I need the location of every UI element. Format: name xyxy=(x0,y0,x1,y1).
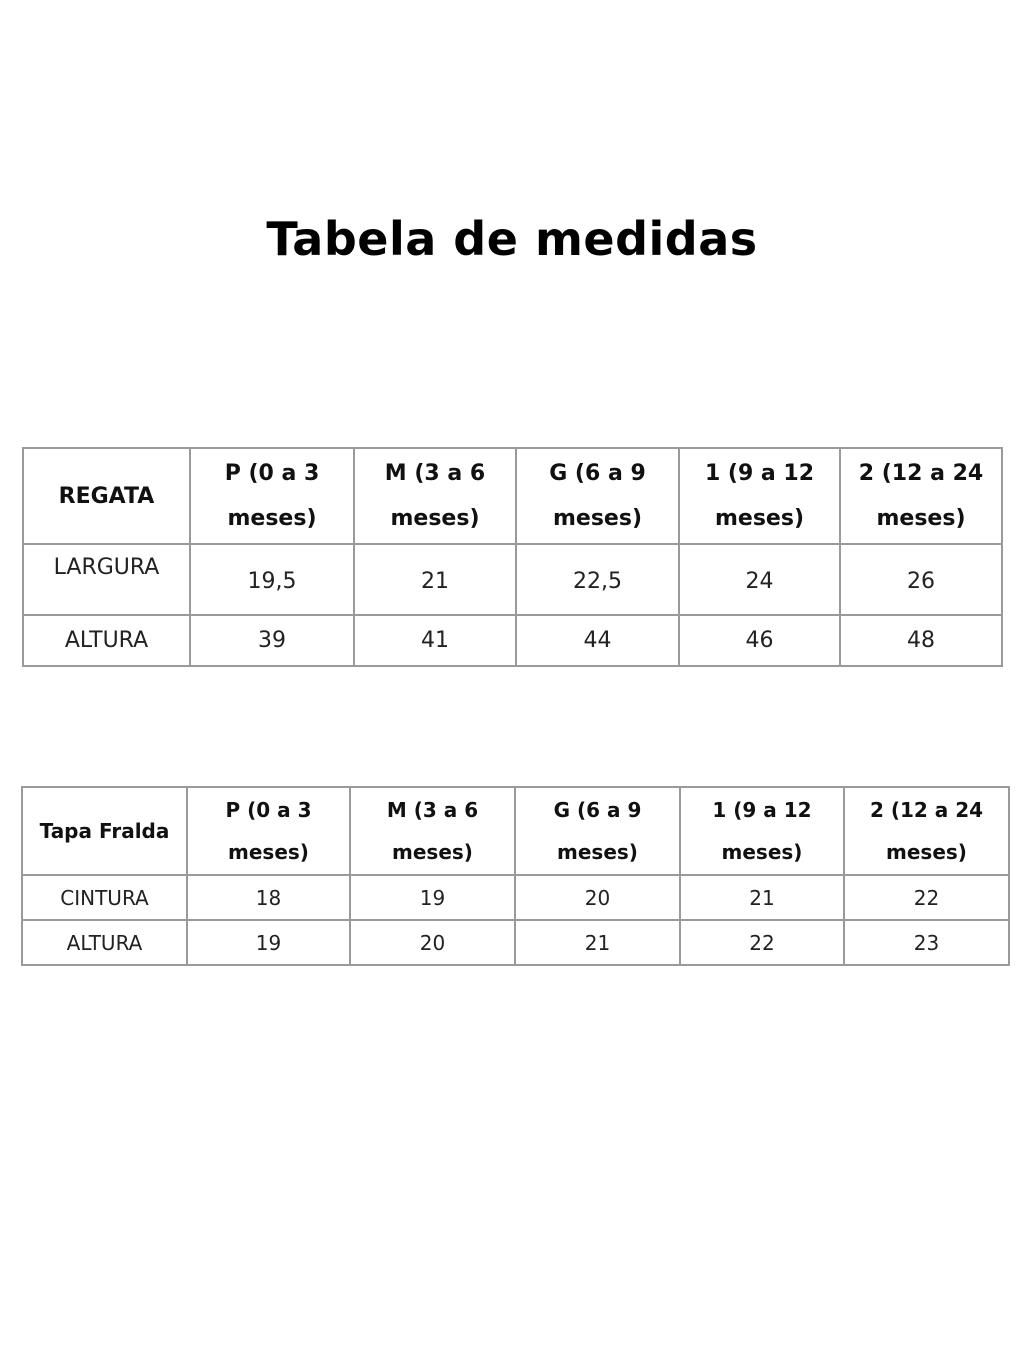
table-cell: 21 xyxy=(515,920,680,965)
row-label: LARGURA xyxy=(23,544,190,615)
size-header-g: G (6 a 9 meses) xyxy=(516,448,679,544)
size-header-m: M (3 a 6 meses) xyxy=(354,448,516,544)
table-row xyxy=(23,544,1002,615)
table-cell: 22,5 xyxy=(516,544,679,615)
row-label: ALTURA xyxy=(23,615,190,666)
table-corner-label: REGATA xyxy=(23,448,190,544)
size-header-p: P (0 a 3 meses) xyxy=(190,448,354,544)
size-header-p: P (0 a 3 meses) xyxy=(187,787,350,875)
table-cell: 19 xyxy=(187,920,350,965)
table-row xyxy=(23,615,1002,666)
table-cell: 22 xyxy=(844,875,1009,920)
table-cell: 20 xyxy=(515,875,680,920)
table-row xyxy=(22,920,1009,965)
table-cell: 18 xyxy=(187,875,350,920)
table-cell: 21 xyxy=(680,875,844,920)
row-label: CINTURA xyxy=(22,875,187,920)
size-header-m: M (3 a 6 meses) xyxy=(350,787,515,875)
table-header-row xyxy=(22,787,1009,875)
tapa-fralda-size-table xyxy=(21,786,1010,966)
table-cell: 22 xyxy=(680,920,844,965)
table-cell: 19 xyxy=(350,875,515,920)
table-cell: 21 xyxy=(354,544,516,615)
table-cell: 24 xyxy=(679,544,840,615)
size-header-2: 2 (12 a 24 meses) xyxy=(840,448,1002,544)
size-header-1: 1 (9 a 12 meses) xyxy=(679,448,840,544)
page-title: Tabela de medidas xyxy=(266,212,758,266)
table-cell: 26 xyxy=(840,544,1002,615)
table-corner-label: Tapa Fralda xyxy=(22,787,187,875)
row-label: ALTURA xyxy=(22,920,187,965)
table-cell: 48 xyxy=(840,615,1002,666)
table-cell: 20 xyxy=(350,920,515,965)
regata-size-table xyxy=(22,447,1003,667)
table-cell: 23 xyxy=(844,920,1009,965)
table-cell: 19,5 xyxy=(190,544,354,615)
size-header-1: 1 (9 a 12 meses) xyxy=(680,787,844,875)
table-cell: 39 xyxy=(190,615,354,666)
table-cell: 46 xyxy=(679,615,840,666)
size-header-g: G (6 a 9 meses) xyxy=(515,787,680,875)
table-cell: 41 xyxy=(354,615,516,666)
table-row xyxy=(22,875,1009,920)
table-header-row xyxy=(23,448,1002,544)
size-header-2: 2 (12 a 24 meses) xyxy=(844,787,1009,875)
table-cell: 44 xyxy=(516,615,679,666)
